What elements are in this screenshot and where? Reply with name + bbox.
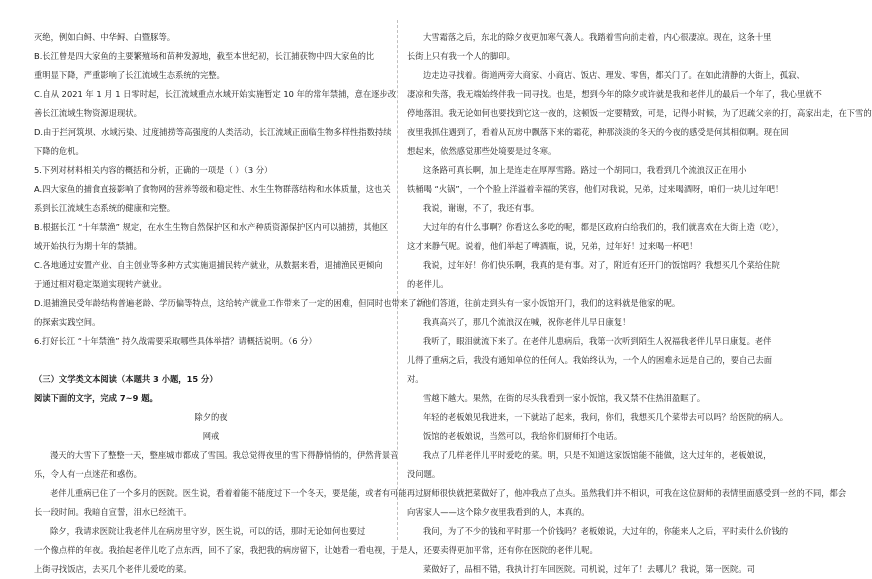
story-line: 乐，令人有一点迷茫和惑伤。 <box>34 469 142 479</box>
story-line: 长街上只有我一个人的脚印。 <box>407 51 515 61</box>
story-line: 年轻的老板娘见我进来，一下就站了起来，我问，你们，我想买几个菜带去可以吗？给医院的病人。 <box>423 412 789 422</box>
reading-instruction: 阅读下面的文字，完成 7~9 题。 <box>34 393 158 403</box>
story-line: 我听了，眼泪就流下来了。在老伴儿患病后，我第一次听到陌生人祝福我老伴儿早日康复。老伴 <box>423 336 772 346</box>
story-line: 上街寻找饭店，去买几个老伴儿爱吃的菜。 <box>34 564 192 574</box>
column-divider <box>397 20 398 540</box>
text-line: D.退捕渔民受年龄结构普遍老龄、学历偏等特点，这给转产就业工作带来了一定的困难，但同时也带来了新 <box>34 298 425 308</box>
text-line: 5.下列对材料相关内容的概括和分析，正确的一项是（ ）（3 分） <box>34 165 273 175</box>
text-line: C.自从 2021 年 1 月 1 日零时起，长江流域重点水域开始实施暂定 10 年的常年禁捕，意在逐步改 <box>34 89 397 99</box>
text-line: 的探索实践空间。 <box>34 317 101 327</box>
text-line: 于通过相对稳定渠道实现转产就业。 <box>34 279 167 289</box>
text-line: 善长江流域生物资源退现状。 <box>34 108 142 118</box>
section-heading: （三）文学类文本阅读（本题共 3 小题，15 分） <box>34 374 218 384</box>
story-line: 菜做好了，品相不错，我执计打车回医院。司机说，过年了！去哪儿？我说，第一医院。司 <box>423 564 755 574</box>
story-line: 一个像点样的年夜。我抬起老伴儿吃了点东西，回不了家，我把我的病房留下，让她看一看电视，于是 <box>34 545 408 555</box>
story-line: 他们答道，往前走到头有一家小饭馆开门，我们的这料就是他家的呢。 <box>423 298 681 308</box>
text-line: 下降的危机。 <box>34 146 84 156</box>
text-line: B.根据长江 “十年禁渔” 规定，在水生生物自然保护区和水产种质资源保护区内可以捕捞，其他区 <box>34 222 389 232</box>
text-line: B.长江曾是四大家鱼的主要繁殖场和苗种发源地，截至本世纪初，长江捕获物中四大家鱼的比 <box>34 51 375 61</box>
text-line: 系到长江流域生态系统的健康和完整。 <box>34 203 176 213</box>
story-line: 长一段时间。我暗自宣誓，泪水已经流干。 <box>34 507 192 517</box>
story-line: 我说，谢谢，不了，我还有事。 <box>423 203 540 213</box>
story-line: 我点了几样老伴儿平时爱吃的菜。明，只是不知道这家饭馆能不能做，这大过年的，老板娘说， <box>423 450 772 460</box>
right-column-text <box>407 0 872 579</box>
story-line: 想起来，依然感觉那些处境要是过冬寒。 <box>407 146 557 156</box>
story-line: 这条路可真长啊，加上是连走在厚厚雪路。路过一个胡同口，我看到几个流浪汉正在用小 <box>423 165 747 175</box>
story-line: 我说，过年好！你们快乐啊，我真的是有事。对了，附近有还开门的饭馆吗？我想买几个菜给住院 <box>423 260 780 270</box>
story-title: 除夕的夜 <box>194 412 228 422</box>
text-line: C.各地通过安置产业、自主创业等多种方式实施退捕民转产就业，从数据来看，退捕渔民更倾向 <box>34 260 383 270</box>
text-line: 灭绝，例如白鲟、中华鲟、白暨豚等。 <box>34 32 176 42</box>
text-line: D.由于拦河筑坝、水域污染、过度捕捞等高强度的人类活动，长江流域正面临生物多样性指数持续 <box>34 127 392 137</box>
story-line: 凄凉和失落，我无端始终伴我一同寻找。也是，想到今年的除夕或许就是我和老伴儿的最后一个年了，我心里就不 <box>407 89 822 99</box>
story-line: 没问题。 <box>407 469 441 479</box>
story-line: 边走边寻找着。街道两旁大商家、小商店、饭店、理发、零售，都关门了。在如此清静的大街上，孤寂、 <box>423 70 805 80</box>
text-line: 6.打好长江 “十年禁渔” 持久战需要采取哪些具体举措？请概括说明。（6 分） <box>34 336 317 346</box>
left-column-top-text <box>34 0 425 351</box>
story-line: 厨师很快就把菜做好了，他冲我点了点头。虽然我们并不相识，可我在这位厨师的表情里面感受到一丝的不同，都会 <box>423 488 847 498</box>
story-line: 老伴儿重病已住了一个多月的医院。医生说，看着着能不能度过下一个冬天，要是能，或者有可能再过 <box>50 488 424 498</box>
story-line: 大雪霜落之后，东北的除夕夜更加寒气袭人。我踏着雪向前走着，内心很凄凉。现在，这条十里 <box>423 32 772 42</box>
story-line: 夜里我抓住遇到了，看着从瓦房中飘落下来的霜花，种那淡淡的冬天的今夜的感受是何其相似啊。现在回 <box>407 127 789 137</box>
story-line: 对。 <box>407 374 424 384</box>
story-line: 除夕，我请求医院让我老伴儿在病房里守岁，医生说，可以的话，那时无论如何也要过 <box>50 526 366 536</box>
text-line: A.四大家鱼的捕食直接影响了食物网的营养等级和稳定性、水生生物群落结构和水体质量，这也关 <box>34 184 391 194</box>
story-line: 人，还要卖得更加平常，还有你在医院的老伴儿呢。 <box>407 545 598 555</box>
story-line: 铁桶喝 “火锅”，一个个脸上洋溢着幸福的笑容，他们对我说，兄弟，过来喝酒呀，咱们一块儿过年吧！ <box>407 184 784 194</box>
story-line: 我问，为了不少的钱和平时那一个价钱吗？老板娘说，大过年的，你能来人之后，平时卖什么价钱的 <box>423 526 789 536</box>
story-line: 这才来静气呢。说着，他们举起了啤酒瓶，说，兄弟，过年好！过来喝一杯吧！ <box>407 241 698 251</box>
story-author: 网戒 <box>202 431 220 441</box>
right-column <box>407 0 872 574</box>
story-line: 停地落泪。我无论如何也要找到它这一夜的，这顿饭一定要精致，可是，记得小时候，为了迟疏父亲的打，高家出走，在下雪的 <box>407 108 872 118</box>
story-line: 我真高兴了，那几个流浪汉在喊，祝你老伴儿早日康复！ <box>423 317 631 327</box>
text-line: 重明显下降，严重影响了长江流域生态系统的完整。 <box>34 70 225 80</box>
story-line: 儿得了重病之后，我没有通知单位的任何人。我始终认为，一个人的困难永远是自己的，要自己去面 <box>407 355 773 365</box>
text-line: 域开始执行为期十年的禁捕。 <box>34 241 142 251</box>
story-line: 饭馆的老板娘说，当然可以，我给你们厨师打个电话。 <box>423 431 623 441</box>
story-line: 雪越下越大。果然，在街的尽头我看到一家小饭馆，我又禁不住热泪盈眶了。 <box>423 393 706 403</box>
story-line: 向害家人——这个除夕夜里我看到的人，本真的。 <box>407 507 590 517</box>
story-line: 大过年的有什么事啊？你看这么多吃的呢，都是区政府白给我们的，我们就喜欢在大街上造（吃）， <box>423 222 784 232</box>
story-line: 漫天的大雪下了整整一天，整座城市都成了雪国。我总觉得夜里的雪下得静悄悄的，伊然背景音 <box>50 450 399 460</box>
story-line: 的老伴儿。 <box>407 279 449 289</box>
